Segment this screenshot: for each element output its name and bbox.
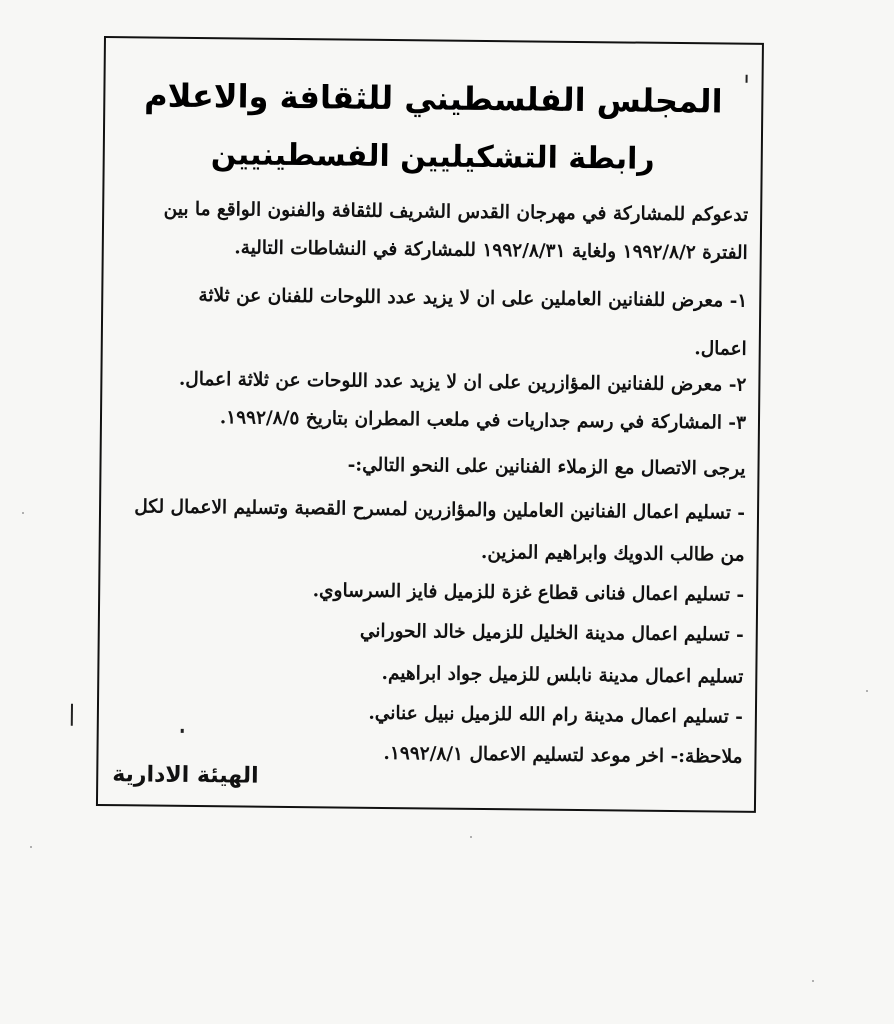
scan-speck [30, 846, 32, 848]
council-title: المجلس الفلسطيني للثقافة والاعلام [143, 76, 723, 121]
intro-line: تدعوكم للمشاركة في مهرجان القدس الشريف للثقافة والفنون الواقع ما بين [163, 198, 749, 226]
delivery-item-continued: من طالب الدويك وابراهيم المزين. [480, 541, 745, 566]
margin-mark [746, 75, 748, 83]
scan-speck [812, 980, 814, 982]
activity-item-1-continued: اعمال. [694, 338, 747, 360]
notice-frame [96, 36, 764, 813]
deadline-note: ملاحظة:- اخر موعد لتسليم الاعمال ١٩٩٢/٨/١. [383, 742, 743, 768]
margin-mark [71, 704, 73, 726]
delivery-item: - تسليم اعمال مدينة رام الله للزميل نبيل عناني. [368, 702, 744, 728]
league-title: رابطة التشكيليين الفسطينيين [210, 137, 655, 177]
activity-item-1: ١- معرض للفنانين العاملين على ان لا يزيد عدد اللوحات للفنان عن ثلاثة [198, 285, 748, 312]
intro-line: الفترة ١٩٩٢/٨/٢ ولغاية ١٩٩٢/٨/٣١ للمشاركة في النشاطات التالية. [234, 237, 748, 264]
delivery-item: تسليم اعمال مدينة نابلس للزميل جواد ابراهيم. [381, 662, 744, 688]
activity-item-3: ٣- المشاركة في رسم جداريات في ملعب المطران بتاريخ ١٩٩٢/٨/٥. [219, 407, 747, 434]
scan-speck [866, 690, 868, 692]
signature-board: الهيئة الادارية [112, 762, 259, 789]
notice-content [98, 38, 762, 811]
delivery-item: - تسليم اعمال فنانى قطاع غزة للزميل فايز السرساوي. [312, 580, 745, 606]
activity-item-2: ٢- معرض للفنانين المؤازرين على ان لا يزيد عدد اللوحات عن ثلاثة اعمال. [178, 368, 747, 396]
delivery-item: - تسليم اعمال مدينة الخليل للزميل خالد الحوراني [359, 620, 744, 646]
contact-intro: يرجى الاتصال مع الزملاء الفنانين على النحو التالي:- [347, 454, 746, 480]
delivery-item: - تسليم اعمال الفنانين العاملين والمؤازرين لمسرح القصبة وتسليم الاعمال لكل [134, 496, 746, 524]
scan-speck [470, 836, 472, 838]
margin-mark [181, 729, 184, 733]
scan-speck [22, 512, 24, 514]
